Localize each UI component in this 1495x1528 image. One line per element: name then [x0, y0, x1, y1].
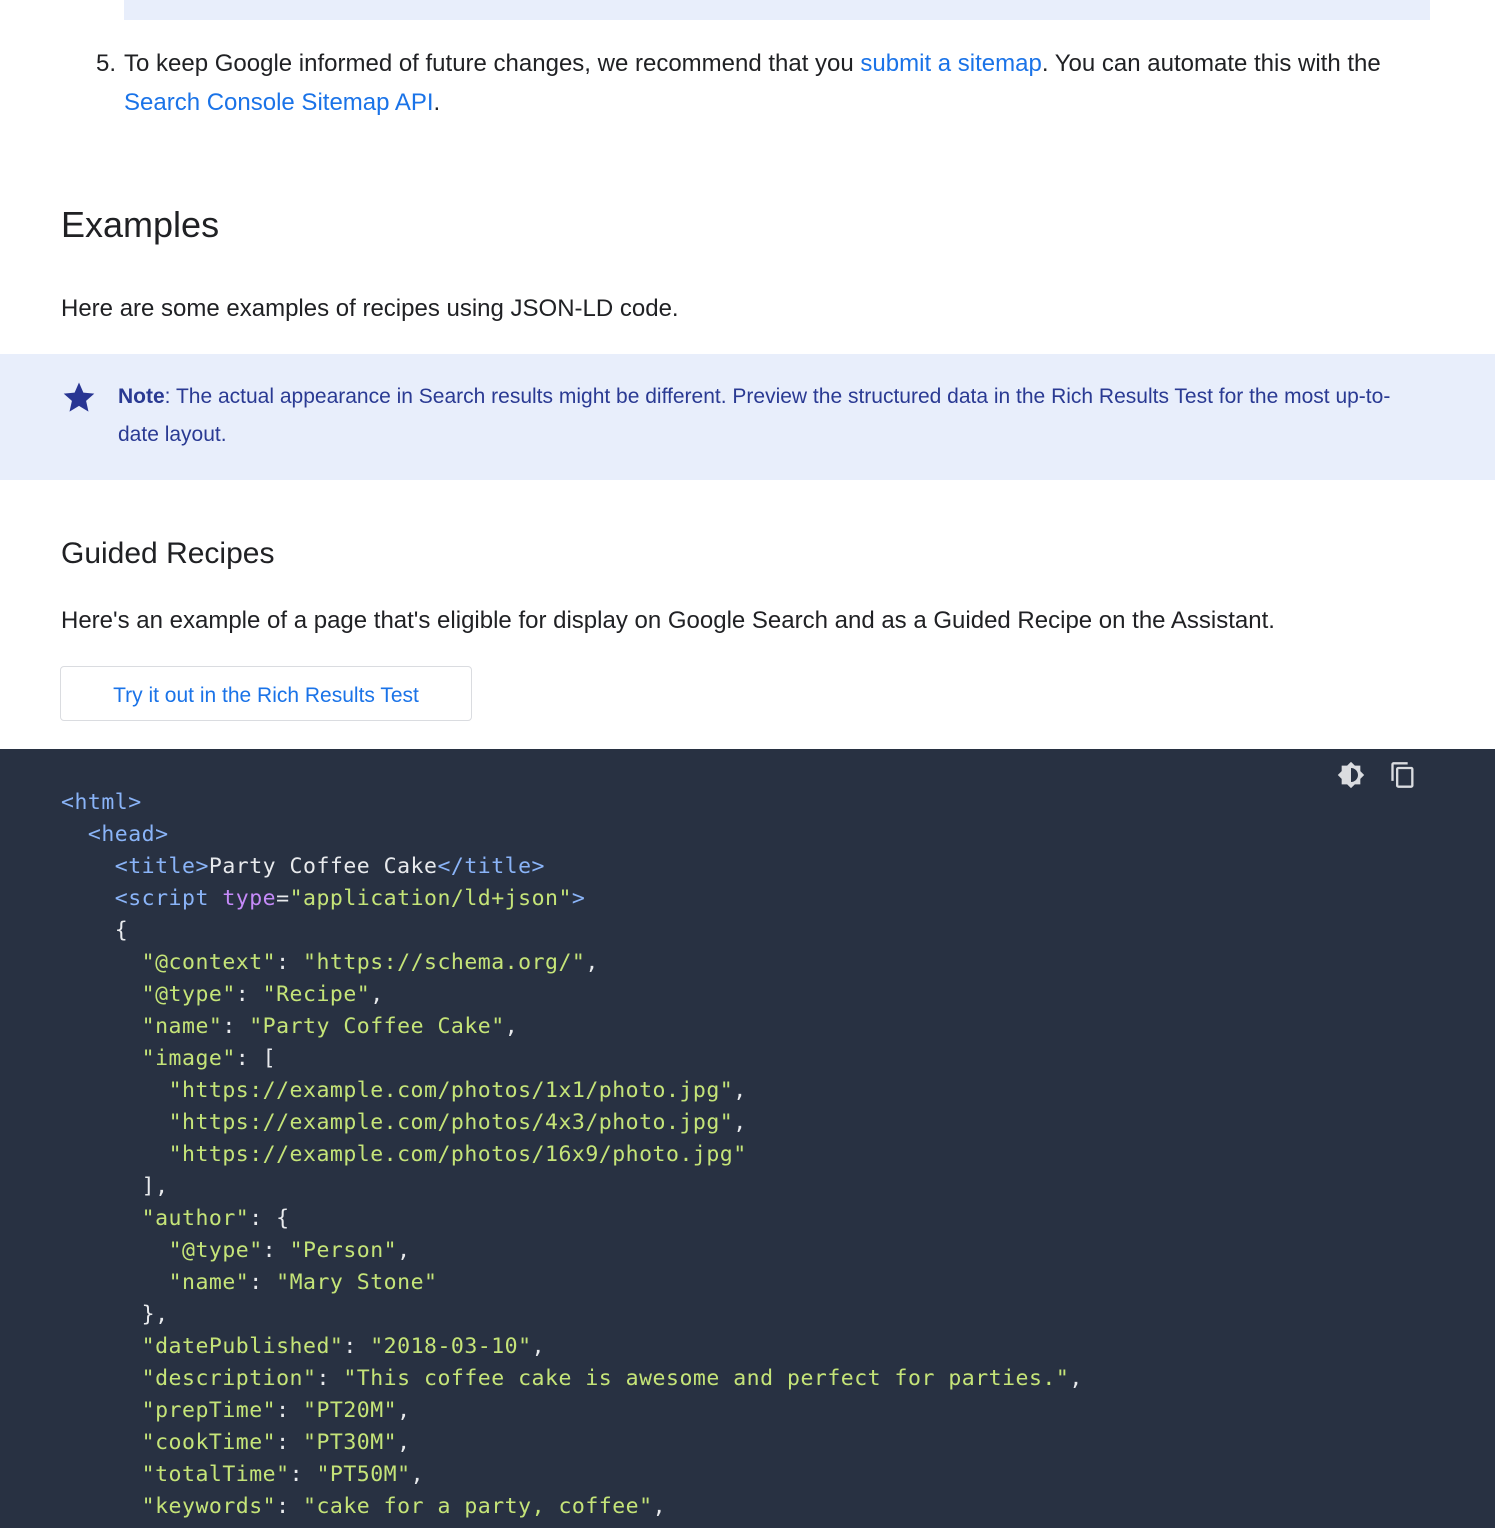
note-text — [118, 378, 1418, 454]
code-token: "cookTime" — [141, 1430, 277, 1455]
guided-recipes-description: Here's an example of a page that's eligible for display on Google Search and as a Guided Recipe on the Assistant. — [61, 607, 1275, 634]
code-token: "image" — [141, 1046, 236, 1071]
code-line — [61, 1299, 1083, 1331]
code-line: "https://example.com/photos/1x1/photo.jpg", — [168, 1078, 747, 1103]
code-line: "name": "Mary Stone" — [168, 1270, 438, 1295]
code-token: "PT50M" — [316, 1462, 411, 1487]
code-token: "Party Coffee Cake" — [249, 1014, 505, 1039]
note-callout — [0, 354, 1495, 480]
code-line: "https://example.com/photos/4x3/photo.jpg", — [168, 1110, 747, 1135]
examples-intro: Here are some examples of recipes using JSON-LD code. — [61, 295, 679, 322]
previous-callout-edge — [124, 0, 1430, 20]
code-token: "application/ld+json" — [289, 886, 572, 911]
code-token: "keywords" — [141, 1494, 277, 1519]
code-token: "Mary Stone" — [276, 1270, 438, 1295]
code-token: "https://example.com/photos/4x3/photo.jpg" — [168, 1110, 734, 1135]
code-token: "totalTime" — [141, 1462, 290, 1487]
step-5 — [96, 44, 1436, 122]
code-token: <script — [114, 886, 209, 911]
step-number: 5. — [96, 50, 117, 77]
code-token: type — [222, 886, 277, 911]
step-text — [124, 44, 1436, 122]
code-token: "PT20M" — [303, 1398, 398, 1423]
code-token: "https://schema.org/" — [303, 950, 586, 975]
star-icon — [62, 380, 96, 414]
code-line: "author": { — [141, 1206, 290, 1231]
code-line: "keywords": "cake for a party, coffee", — [141, 1494, 667, 1519]
code-token: <title> — [114, 854, 209, 879]
code-line — [61, 787, 1083, 819]
code-token: "https://example.com/photos/1x1/photo.jpg" — [168, 1078, 734, 1103]
code-token: "This coffee cake is awesome and perfect for parties." — [343, 1366, 1070, 1391]
code-content — [61, 787, 1083, 1523]
code-line: "name": "Party Coffee Cake", — [141, 1014, 519, 1039]
code-toolbar — [1317, 761, 1417, 789]
note-label: Note — [118, 385, 165, 408]
code-token: <html> — [61, 790, 142, 815]
code-token: "Recipe" — [262, 982, 371, 1007]
code-token: "datePublished" — [141, 1334, 344, 1359]
guided-recipes-heading: Guided Recipes — [61, 537, 275, 570]
note-body: : The actual appearance in Search results might be different. Preview the structured data in the Rich Results Test for the most up-to-date layout. — [118, 385, 1391, 446]
code-line: "datePublished": "2018-03-10", — [141, 1334, 546, 1359]
code-line: "prepTime": "PT20M", — [141, 1398, 411, 1423]
code-token: "cake for a party, coffee" — [303, 1494, 653, 1519]
code-token: <head> — [87, 822, 169, 847]
code-line — [61, 819, 1083, 851]
step-text-part: . You can automate this with the — [1041, 50, 1381, 77]
code-line — [61, 1171, 1083, 1203]
code-block — [0, 749, 1495, 1528]
code-line: <script type="application/ld+json"> — [114, 886, 586, 911]
code-token: }, — [141, 1302, 169, 1327]
examples-heading: Examples — [61, 204, 220, 245]
step-text-part: To keep Google informed of future changes, we recommend that you — [124, 50, 861, 77]
code-line — [61, 1139, 1083, 1171]
code-line: "@context": "https://schema.org/", — [141, 950, 599, 975]
code-token: "author" — [141, 1206, 250, 1231]
code-token: </title> — [437, 854, 546, 879]
code-line: "cookTime": "PT30M", — [141, 1430, 411, 1455]
copy-icon[interactable] — [1389, 761, 1417, 789]
code-token: "Person" — [289, 1238, 398, 1263]
code-line: "@type": "Recipe", — [141, 982, 384, 1007]
sitemap-api-link[interactable]: Search Console Sitemap API — [124, 89, 434, 116]
code-line — [61, 915, 1083, 947]
code-token: "name" — [168, 1270, 250, 1295]
code-token: > — [571, 886, 586, 911]
code-token: { — [114, 918, 129, 943]
code-token: ], — [141, 1174, 169, 1199]
code-token: "name" — [141, 1014, 223, 1039]
code-token: "prepTime" — [141, 1398, 277, 1423]
submit-sitemap-link[interactable]: submit a sitemap — [860, 50, 1042, 77]
code-line: "@type": "Person", — [168, 1238, 411, 1263]
rich-results-test-button[interactable]: Try it out in the Rich Results Test — [60, 666, 472, 721]
code-line: "image": [ — [141, 1046, 277, 1071]
code-token: "description" — [141, 1366, 317, 1391]
brightness-icon[interactable] — [1337, 761, 1365, 789]
code-line: "description": "This coffee cake is awesome and perfect for parties.", — [141, 1366, 1083, 1391]
code-line: "totalTime": "PT50M", — [141, 1462, 425, 1487]
code-token: "@type" — [168, 1238, 263, 1263]
code-line — [61, 851, 1083, 883]
code-token: "PT30M" — [303, 1430, 398, 1455]
code-token: Party Coffee Cake — [208, 854, 438, 879]
code-token: "@type" — [141, 982, 236, 1007]
code-token: "2018-03-10" — [370, 1334, 532, 1359]
code-token: { — [276, 1206, 290, 1231]
code-token: "@context" — [141, 950, 277, 975]
code-token: "https://example.com/photos/16x9/photo.jpg" — [168, 1142, 747, 1167]
step-text-part: . — [433, 89, 441, 116]
code-token: [ — [262, 1046, 277, 1071]
